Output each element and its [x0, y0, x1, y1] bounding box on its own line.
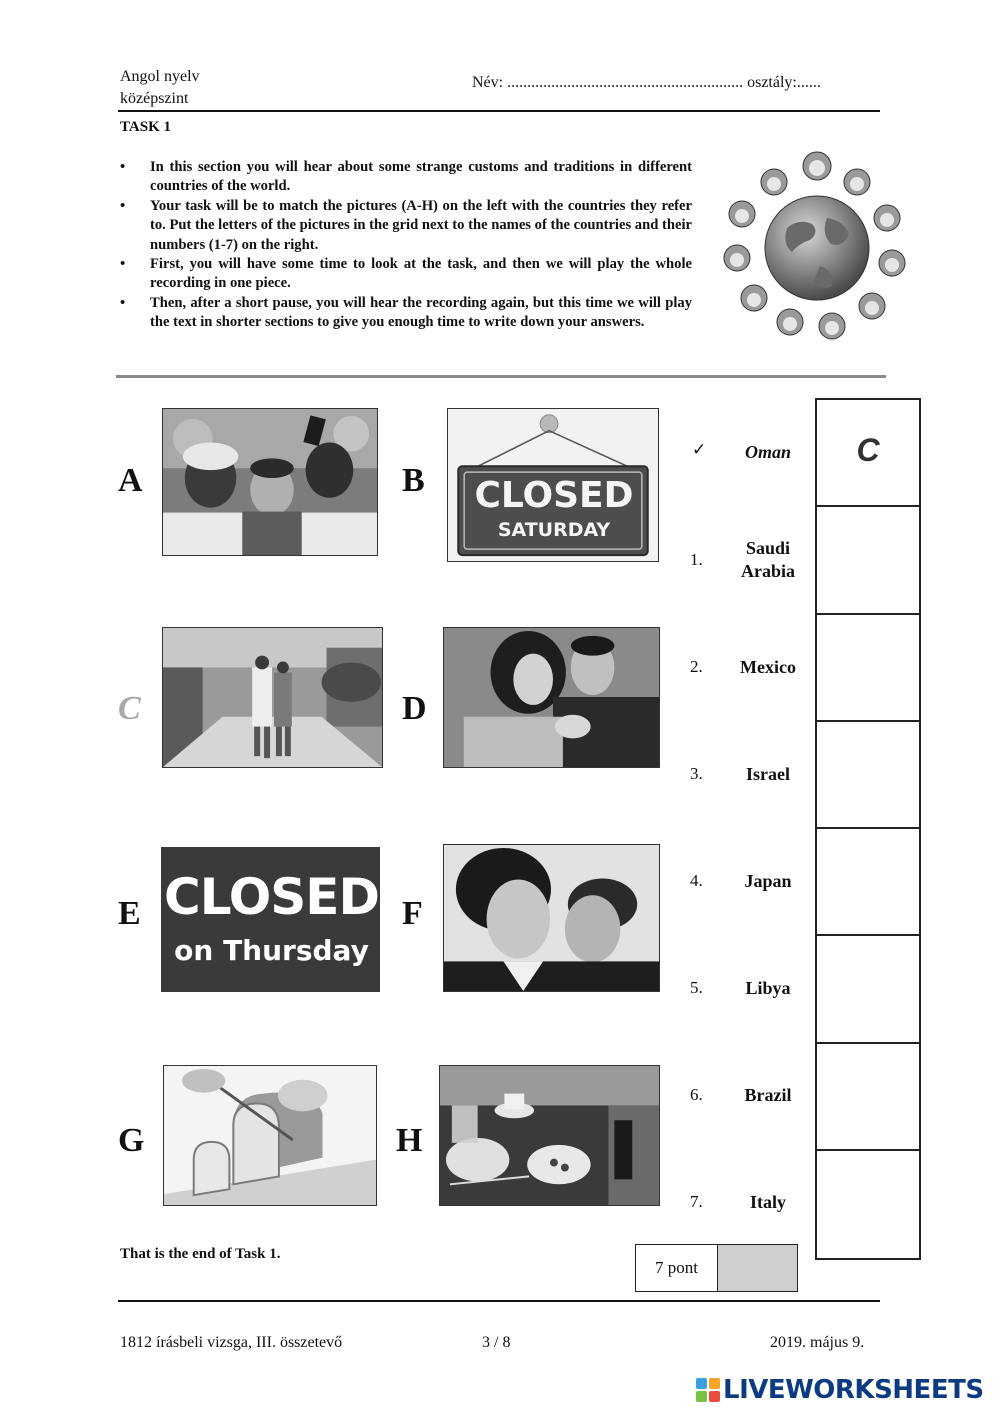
picture-letter-a: A [118, 462, 143, 499]
score-field [718, 1245, 797, 1291]
subject-text: Angol nyelv [120, 68, 200, 85]
country-number: 2. [690, 657, 703, 676]
country-name: Saudi Arabia [741, 538, 795, 581]
country-number: 1. [690, 550, 703, 569]
picture-letter-g: G [118, 1122, 145, 1159]
instruction-item: • Your task will be to match the pictures (A-H) on the left with the countries they refer to. Put the letters of the pictures in the grid next to the names of the countries and their numbers (1-7) on the right. [120, 197, 692, 255]
footer-exam-code: 1812 írásbeli vizsga, III. összetevő [120, 1334, 343, 1351]
answer-input-3[interactable] [823, 758, 913, 798]
answer-cell-6 [817, 1044, 919, 1151]
task-title: TASK 1 [120, 119, 171, 135]
country-name: Israel [746, 764, 790, 784]
answer-input-7[interactable] [823, 1187, 913, 1227]
answer-grid [815, 398, 921, 1260]
country-name: Libya [745, 978, 791, 998]
country-number: 7. [690, 1192, 703, 1211]
photo-h-cafe-table [439, 1065, 660, 1206]
globe-children-illustration [712, 148, 922, 346]
header-rule [118, 110, 880, 112]
header-subject [120, 66, 200, 110]
photo-f-two-men [443, 844, 660, 992]
country-number: 6. [690, 1085, 703, 1104]
instruction-item: • First, you will have some time to look at the task, and then we will play the whole recording in one piece. [120, 255, 692, 294]
footer-rule [118, 1300, 880, 1302]
section-divider [116, 375, 886, 378]
picture-letter-e: E [118, 895, 141, 932]
country-number: 3. [690, 764, 703, 783]
photo-d-couple-hugging [443, 627, 660, 768]
country-name: Brazil [744, 1085, 792, 1105]
country-example: Oman [744, 442, 791, 462]
level-text: középszint [120, 90, 189, 107]
answer-cell-2 [817, 615, 919, 722]
instruction-item: • Then, after a short pause, you will hear the recording again, but this time we will play the text in shorter sections to give you enough time to write down your answers. [120, 294, 692, 333]
picture-letter-d: D [402, 690, 427, 727]
footer-page-number: 3 / 8 [482, 1334, 511, 1351]
score-box [635, 1244, 798, 1292]
liveworksheets-icon [696, 1378, 720, 1402]
photo-e-closed-thursday-sign [161, 847, 380, 992]
answer-cell-4 [817, 829, 919, 936]
country-name: Italy [750, 1192, 786, 1212]
country-name: Japan [744, 871, 792, 891]
answer-cell-7 [817, 1151, 919, 1258]
picture-letter-h: H [396, 1122, 423, 1159]
answer-cell-3 [817, 722, 919, 829]
sign-e-line1: CLOSED [164, 868, 379, 926]
footer-date: 2019. május 9. [770, 1334, 865, 1351]
example-answer: C [856, 432, 880, 468]
answer-input-4[interactable] [823, 865, 913, 905]
end-of-task-text: That is the end of Task 1. [120, 1246, 281, 1262]
sign-b-line2: SATURDAY [497, 519, 611, 541]
liveworksheets-text: LIVEWORKSHEETS [723, 1375, 984, 1405]
example-check-mark: ✓ [692, 440, 707, 460]
photo-b-closed-saturday-sign [447, 408, 659, 562]
name-class-field: Név: ........................................................... osztály:...... [472, 74, 821, 91]
answer-cell-example [817, 400, 919, 507]
photo-a-selfie-group [162, 408, 378, 556]
picture-letter-c: C [118, 690, 141, 727]
answer-input-1[interactable] [823, 543, 913, 583]
answer-input-2[interactable] [823, 651, 913, 691]
score-label: 7 pont [636, 1245, 718, 1291]
photo-g-slicing-bread [163, 1065, 377, 1206]
instructions-list [120, 158, 692, 333]
picture-letter-f: F [402, 895, 423, 932]
answer-cell-5 [817, 936, 919, 1043]
picture-letter-b: B [402, 462, 425, 499]
country-number: 4. [690, 871, 703, 890]
country-number: 5. [690, 978, 703, 997]
answer-input-5[interactable] [823, 972, 913, 1012]
sign-b-line1: CLOSED [474, 475, 634, 516]
photo-c-shopping-mall [162, 627, 383, 768]
answer-input-6[interactable] [823, 1080, 913, 1120]
sign-e-line2: on Thursday [174, 934, 369, 967]
instruction-item: • In this section you will hear about some strange customs and traditions in different countries of the world. [120, 158, 692, 197]
answer-cell-1 [817, 507, 919, 614]
country-name: Mexico [740, 657, 796, 677]
liveworksheets-logo [696, 1375, 984, 1405]
